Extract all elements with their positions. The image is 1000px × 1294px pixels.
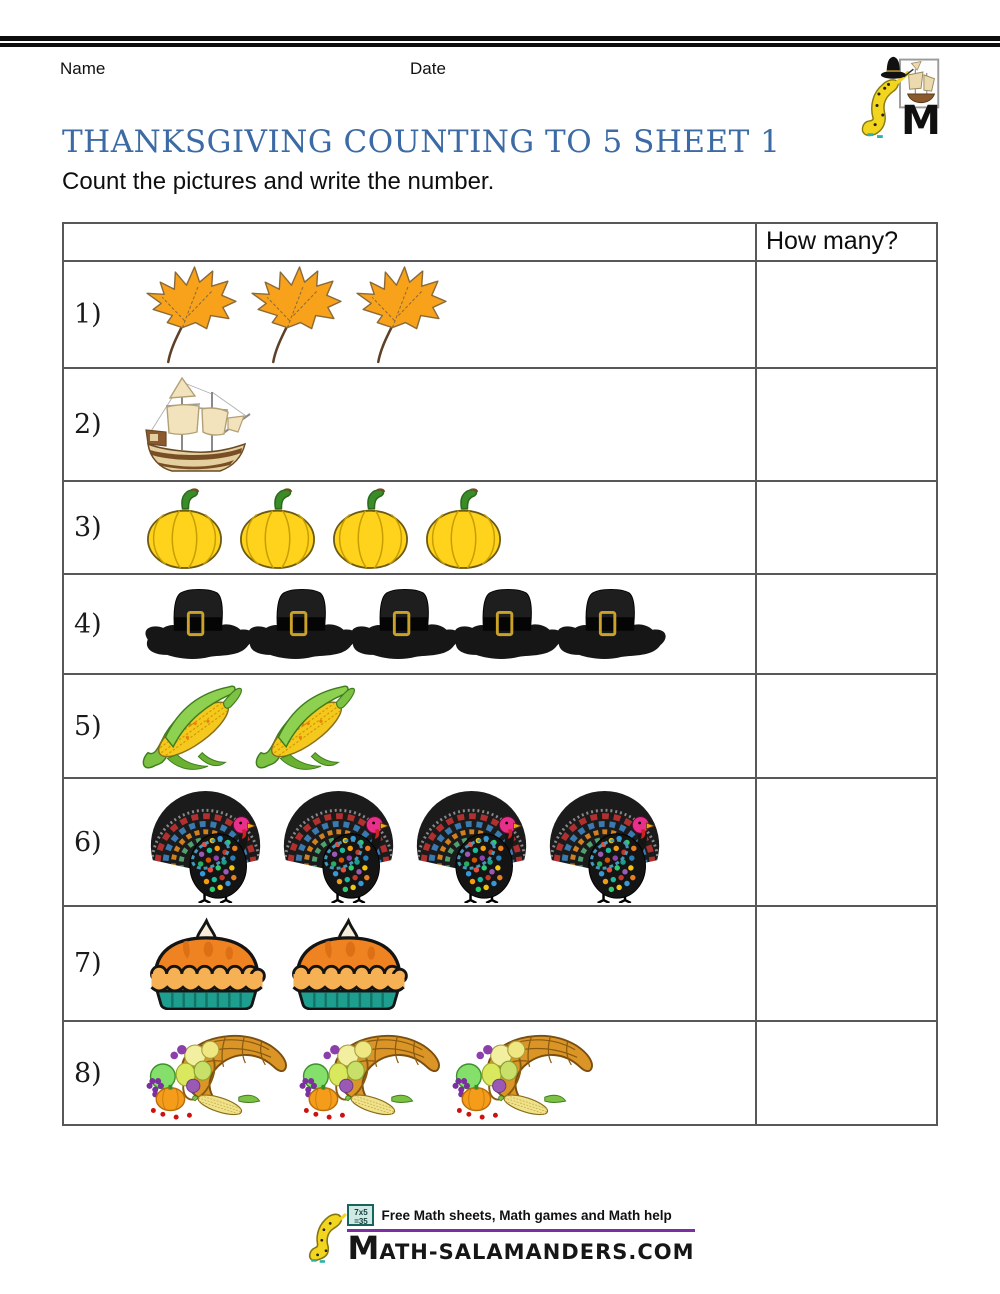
page-title: THANKSGIVING COUNTING TO 5 SHEET 1: [62, 124, 781, 160]
pumpkin-icon: [419, 485, 508, 570]
row-number: 4): [74, 608, 102, 640]
pictures-cell: [64, 575, 755, 673]
chalkboard-icon: 7x5 =35: [347, 1204, 374, 1226]
how-many-header: How many?: [755, 224, 936, 260]
answer-cell[interactable]: [755, 482, 936, 573]
top-double-rule: [0, 36, 1000, 47]
answer-cell[interactable]: [755, 779, 936, 905]
pilgrim-hat-icon: [449, 585, 565, 663]
pilgrim-hat-icon: [552, 585, 668, 663]
footer-salamander-icon: [305, 1208, 347, 1264]
name-label: Name: [60, 59, 106, 78]
pumpkin-icon: [233, 485, 322, 570]
table-row: [64, 1022, 936, 1124]
autumn-leaf-icon: [245, 265, 346, 364]
pumpkin-icon: [140, 485, 229, 570]
site-wordmark: MATH-SALAMANDERS.COM: [347, 1229, 695, 1267]
logo-m-letter: M: [900, 98, 941, 138]
table-row: [64, 482, 936, 575]
corn-cob-icon: [253, 681, 360, 772]
row-pictures: [140, 585, 655, 663]
pilgrim-hat-icon: [346, 585, 462, 663]
answer-cell[interactable]: [755, 675, 936, 777]
pictures-cell: [64, 1022, 755, 1124]
date-label: Date: [410, 59, 446, 78]
worksheet-rows: [64, 262, 936, 1124]
autumn-leaf-icon: [350, 265, 451, 364]
row-pictures: [140, 1027, 599, 1120]
turkey-icon: [273, 782, 405, 903]
instruction-text: Count the pictures and write the number.: [62, 168, 495, 195]
worksheet-table: [62, 222, 938, 1126]
cornucopia-icon: [446, 1027, 598, 1120]
pumpkin-pie-icon: [140, 917, 273, 1010]
row-number: 5): [74, 710, 102, 742]
autumn-leaf-icon: [140, 265, 241, 364]
table-row: [64, 575, 936, 675]
row-pictures: [140, 374, 252, 476]
table-row: [64, 675, 936, 779]
row-pictures: [140, 485, 512, 570]
pictures-cell: [64, 675, 755, 777]
pilgrim-hat-icon: [140, 585, 256, 663]
pictures-cell: [64, 262, 755, 367]
cornucopia-icon: [140, 1027, 292, 1120]
row-pictures: [140, 681, 366, 772]
row-number: 2): [74, 409, 102, 440]
pumpkin-icon: [326, 485, 415, 570]
row-pictures: [140, 917, 424, 1010]
answer-cell[interactable]: [755, 1022, 936, 1124]
table-row: [64, 262, 936, 369]
answer-cell[interactable]: [755, 262, 936, 367]
corn-cob-icon: [140, 681, 247, 772]
answer-cell[interactable]: [755, 907, 936, 1020]
math-salamanders-logo: [856, 50, 944, 138]
pilgrim-hat-icon: [243, 585, 359, 663]
row-number: 1): [74, 299, 102, 330]
footer: [0, 1204, 1000, 1267]
footer-tagline: Free Math sheets, Math games and Math help: [381, 1207, 672, 1223]
pictures-cell: [64, 779, 755, 905]
footer-purple-rule: [347, 1229, 694, 1232]
table-row: [64, 907, 936, 1022]
row-number: 8): [74, 1057, 102, 1089]
row-number: 3): [74, 512, 102, 543]
answer-cell[interactable]: [755, 575, 936, 673]
table-header-row: [64, 224, 936, 262]
turkey-icon: [539, 782, 671, 903]
row-pictures: [140, 782, 672, 903]
answer-cell[interactable]: [755, 369, 936, 480]
mayflower-ship-icon: [140, 374, 252, 476]
row-number: 6): [74, 826, 102, 858]
header-pictures-cell: [64, 224, 755, 260]
row-pictures: [140, 265, 455, 364]
turkey-icon: [140, 782, 272, 903]
pictures-cell: [64, 369, 755, 480]
row-number: 7): [74, 948, 102, 979]
table-row: [64, 369, 936, 482]
pictures-cell: [64, 907, 755, 1020]
pumpkin-pie-icon: [282, 917, 415, 1010]
turkey-icon: [406, 782, 538, 903]
table-row: [64, 779, 936, 907]
cornucopia-icon: [293, 1027, 445, 1120]
pictures-cell: [64, 482, 755, 573]
